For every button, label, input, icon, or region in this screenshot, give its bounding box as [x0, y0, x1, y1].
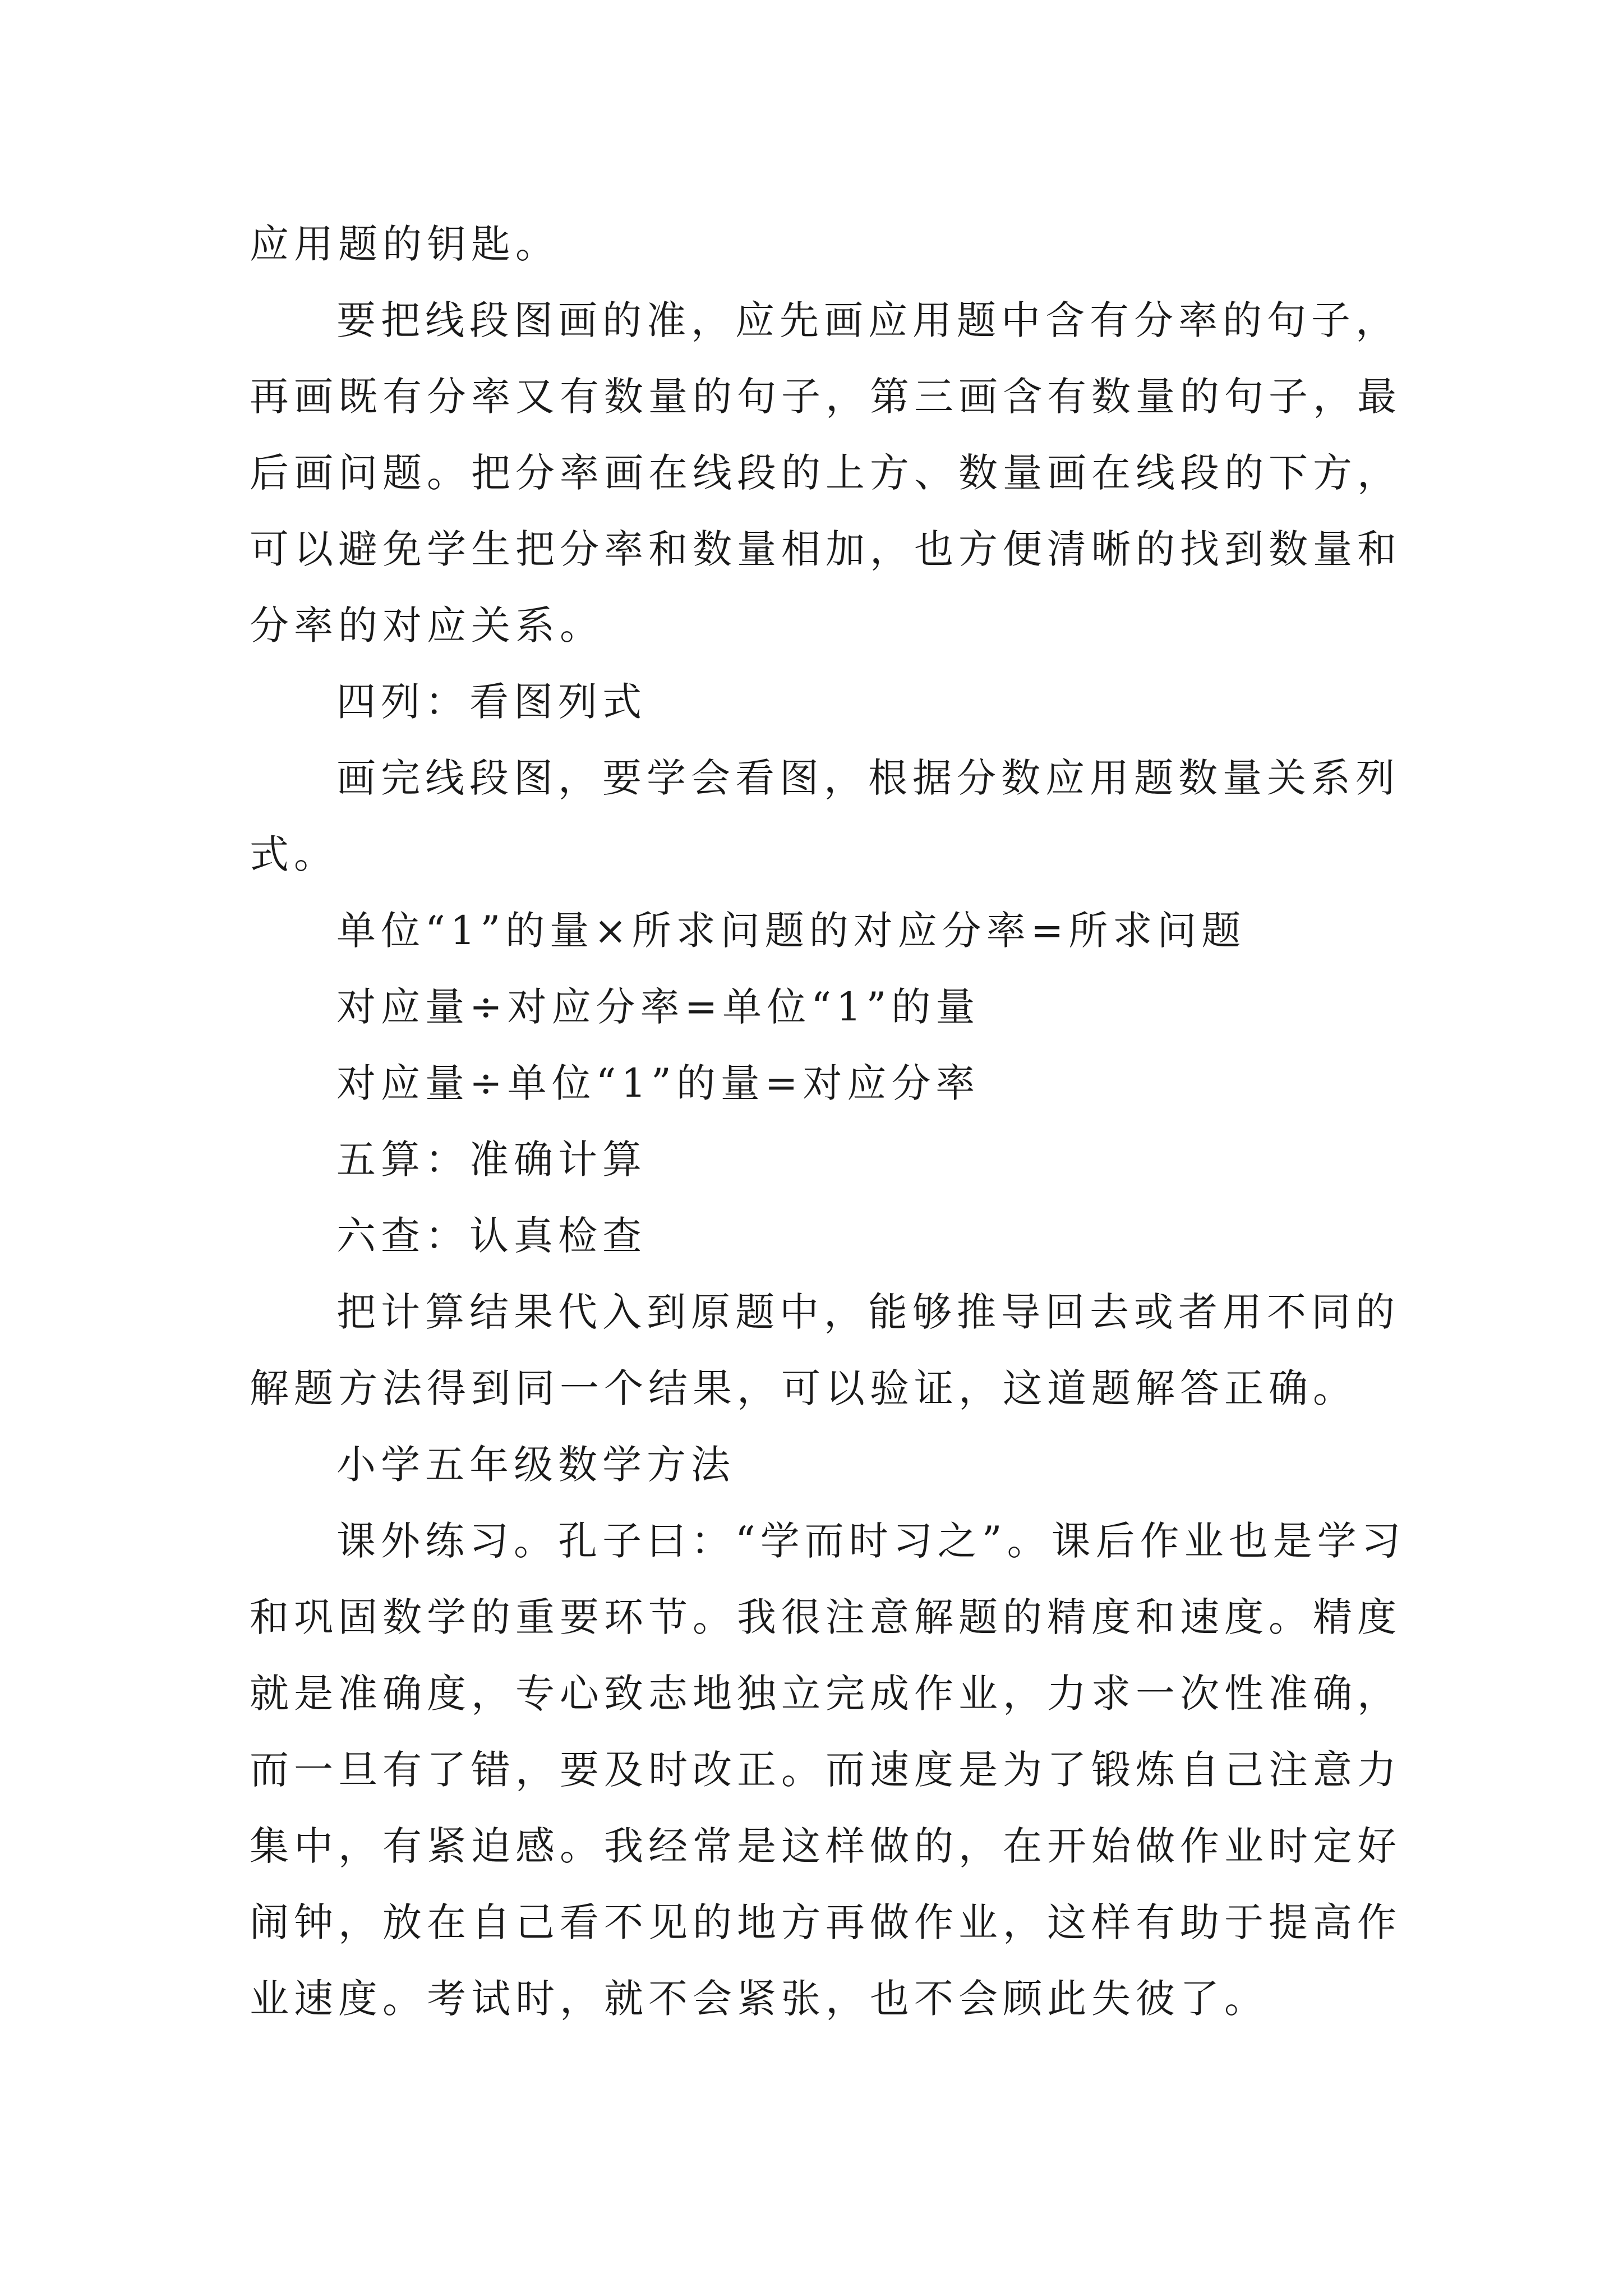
- formula-line: 对应量÷对应分率=单位“1”的量: [336, 984, 980, 1030]
- text-line: 再画既有分率又有数量的句子，第三画含有数量的句子，最: [250, 374, 1401, 420]
- text-line: 要把线段图画的准，应先画应用题中含有分率的句子，: [336, 297, 1400, 343]
- text-line: 和巩固数学的重要环节。我很注意解题的精度和速度。精度: [250, 1594, 1401, 1640]
- text-line: 课外练习。孔子曰：“学而时习之”。课后作业也是学习: [336, 1518, 1406, 1564]
- section-heading: 六查：认真检查: [336, 1213, 647, 1259]
- text-line: 应用题的钥匙。: [250, 221, 560, 267]
- section-heading: 小学五年级数学方法: [336, 1442, 735, 1488]
- text-line: 就是准确度，专心致志地独立完成作业，力求一次性准确，: [250, 1671, 1401, 1717]
- text-line: 后画问题。把分率画在线段的上方、数量画在线段的下方，: [250, 450, 1401, 496]
- text-line: 解题方法得到同一个结果，可以验证，这道题解答正确。: [250, 1365, 1357, 1411]
- text-line: 闹钟，放在自己看不见的地方再做作业，这样有助于提高作: [250, 1899, 1401, 1945]
- formula-line: 单位“1”的量×所求问题的对应分率=所求问题: [336, 908, 1246, 954]
- text-line: 分率的对应关系。: [250, 602, 604, 648]
- text-line: 式。: [250, 831, 338, 877]
- formula-line: 对应量÷单位“1”的量=对应分率: [336, 1060, 980, 1106]
- section-heading: 四列：看图列式: [336, 679, 647, 725]
- text-line: 业速度。考试时，就不会紧张，也不会顾此失彼了。: [250, 1976, 1269, 2022]
- text-line: 画完线段图，要学会看图，根据分数应用题数量关系列: [336, 755, 1400, 801]
- section-heading: 五算：准确计算: [336, 1137, 647, 1182]
- text-line: 而一旦有了错，要及时改正。而速度是为了锻炼自己注意力: [250, 1747, 1401, 1793]
- text-line: 可以避免学生把分率和数量相加，也方便清晰的找到数量和: [250, 526, 1401, 572]
- text-line: 集中，有紧迫感。我经常是这样做的，在开始做作业时定好: [250, 1823, 1401, 1869]
- text-line: 把计算结果代入到原题中，能够推导回去或者用不同的: [336, 1289, 1400, 1335]
